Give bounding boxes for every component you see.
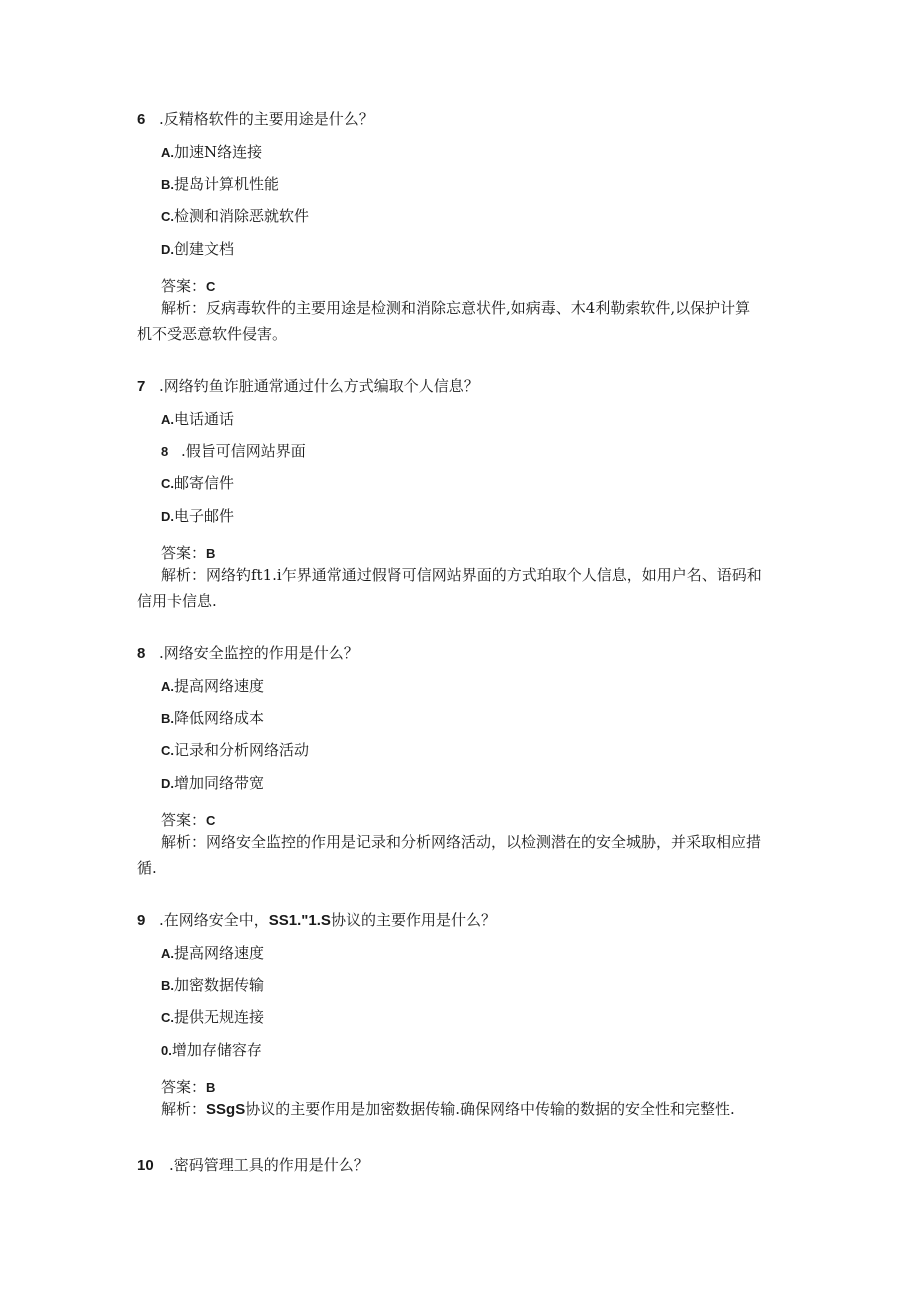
question-9-answer: 答案：B (161, 1078, 216, 1096)
question-number: 6 (137, 111, 146, 128)
question-8-option-c: C.记录和分析网络活动 (161, 741, 310, 759)
question-text: .网络安全监控的作用是什么？ (159, 644, 359, 662)
question-9-option-c: C.提供无规连接 (161, 1008, 265, 1026)
question-9-title: 9 .在网络安全中，SS1."1.S协议的主要作用是什么？ (137, 911, 496, 929)
question-7-title (137, 375, 479, 396)
question-7-option-a: A.电话通话 (161, 410, 235, 428)
question-9-option-a: A.提高网络速度 (161, 944, 265, 962)
question-8-option-b: B.降低网络成本 (161, 709, 265, 727)
question-number: 10 (137, 1157, 154, 1174)
question-9-explanation: 解析：SSgS协议的主要作用是加密数据传输.确保网络中传输的数据的安全性和完整性. (161, 1100, 735, 1118)
question-6-option-c: C.检测和消除恶就软件 (161, 207, 310, 225)
question-7-answer: 答案：B (161, 544, 216, 562)
question-7-explanation: 解析：网络钓ft1.i乍界通常通过假肾可信网站界面的方式珀取个人信息，如用户名、语码和 信用卡信息. (137, 566, 762, 610)
question-9-option-b: B.加密数据传输 (161, 976, 265, 994)
question-7-option-d: D.电子邮件 (161, 507, 235, 525)
question-7-option-b: 8 .假旨可信网站界面 (161, 442, 306, 460)
question-text: .反精格软件的主要用途是什么？ (159, 110, 374, 128)
question-9-option-d: 0.增加存储容存 (161, 1041, 262, 1059)
question-number: 8 (137, 645, 146, 662)
question-6-option-a: A.加速N络连接 (161, 143, 263, 161)
question-number: 7 (137, 378, 146, 395)
question-text: .网络钓鱼诈脏通常通过什么方式编取个人信息？ (159, 377, 479, 395)
question-6-option-d: D.创建文档 (161, 240, 235, 258)
question-8-explanation: 解析：网络安全监控的作用是记录和分析网络活动，以检测潜在的安全城胁，并采取相应措 循. (137, 833, 762, 877)
question-7-option-c: C.邮寄信件 (161, 474, 235, 492)
question-10-title (137, 1154, 369, 1175)
question-number: 9 (137, 912, 146, 929)
question-8-answer: 答案：C (161, 811, 216, 829)
question-text: .密码管理工具的作用是什么？ (169, 1156, 369, 1174)
question-8-title (137, 642, 359, 663)
question-8-option-d: D.增加同络带宽 (161, 774, 265, 792)
question-6-explanation: 解析：反病毒软件的主要用途是检测和消除忘意状件,如病毒、木4利勒索软件,以保护计算 机不受恶意软件侵害。 (137, 299, 751, 343)
question-6-answer: 答案：C (161, 277, 216, 295)
question-6-option-b: B.提岛计算机性能 (161, 175, 280, 193)
question-8-option-a: A.提高网络速度 (161, 677, 265, 695)
question-6-title (137, 108, 374, 129)
